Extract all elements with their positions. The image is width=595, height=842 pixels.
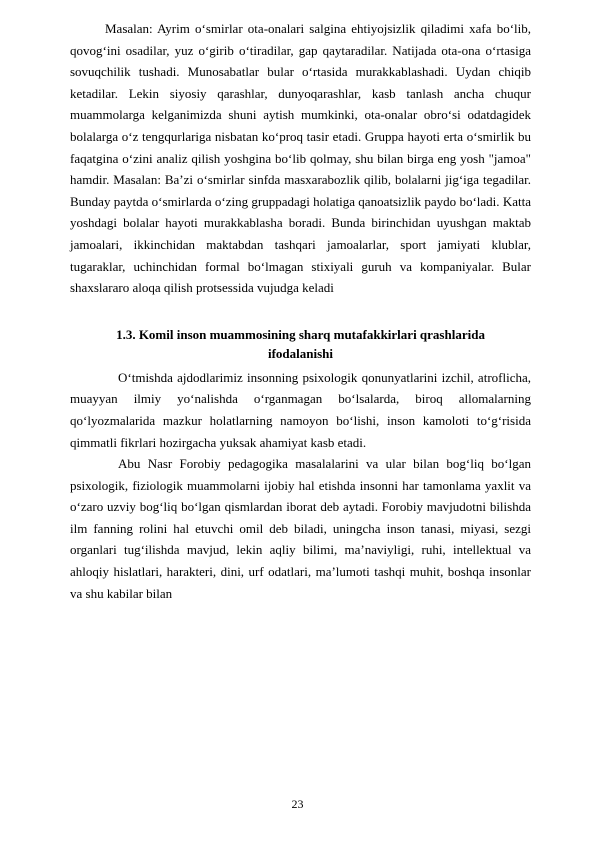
- document-page: [70, 18, 531, 604]
- paragraph-ancestors-psychology: O‘tmishda ajdodlarimiz insonning psixologik qonunyatlarini izchil, atroflicha, muayyan ilmiy yo‘nalishda o‘rganmagan bo‘lsalarda, biroq allomalarning qo‘lyozmalarida mazkur holatlarning namoyon bo‘lishi, inson kamoloti to‘g‘risida qimmatli fikrlari hozirgacha yuksak ahamiyat kasb etadi.: [70, 369, 531, 450]
- paragraph-farabi: Abu Nasr Forobiy pedagogika masalalarini va ular bilan bog‘liq bo‘lgan psixologik, fiziologik muammolarni ijobiy hal etishda insonni har tamonlama yaxlit va o‘zaro uzviy bog‘liq bo‘lgan qismlardan iborat deb aytadi. Forobiy mavjudotni bilishda ilm fanning rolini hal etuvchi omil deb biladi, uningcha inson tanasi, miyasi, sezgi organlari tug‘ilishda mavjud, lekin aqliy bilimi, ma’naviyligi, ruhi, intellektual va ahloqiy hislatlari, harakteri, dini, urf odatlari, ma’lumoti tashqi muhit, boshqa insonlar va shu kabilar bilan: [70, 456, 531, 601]
- page-number: 23: [291, 797, 304, 811]
- paragraph-adolescent-relations: Masalan: Ayrim o‘smirlar ota-onalari salgina ehtiyojsizlik qiladimi xafa bo‘lib, qovog‘ini osadilar, yuz o‘girib o‘tiradilar, gap qaytaradilar. Natijada ota-ona o‘rtasiga sovuqchilik tushadi. Munosabatlar bular o‘rtasida murakkablashadi. Uydan chiqib ketadilar. Lekin siyosiy qarashlar, dunyoqarashlar, kasb tanlash ancha chuqur muammolarga kelganimizda shuni aytish mumkinki, ota-onalar obro‘si odatdagidek bolalarga o‘z tengqurlariga nisbatan ko‘proq tasir etadi. Gruppa hayoti erta o‘smirlik bu faqatgina o‘zini analiz qilish yoshgina bo‘lib qolmay, shu bilan birga eng yosh "jamoa" hamdir. Masalan: Ba’zi o‘smirlar sinfda masxarabozlik qilib, bolalarni jig‘iga tegadilar. Bunday paytda o‘smirlarda o‘zing gruppadagi holatiga qanoatsizlik paydo bo‘ladi. Katta yoshdagi bolalar hayoti murakkablasha boradi. Bunda birinchidan uyushgan maktab jamoalari, ikkinchidan maktabdan tashqari jamoalarlar, sport jamiyati klublar, tugaraklar, uchinchidan formal bo‘lmagan stixiyali guruh va kompaniyalar. Bular shaxslararo aloqa qilish protsessida vujudga keladi: [70, 21, 531, 296]
- section-heading: 1.3. Komil inson muammosining sharq mutafakkirlari qrashlarida ifodalanishi: [116, 326, 485, 361]
- section-spacer: [70, 299, 531, 325]
